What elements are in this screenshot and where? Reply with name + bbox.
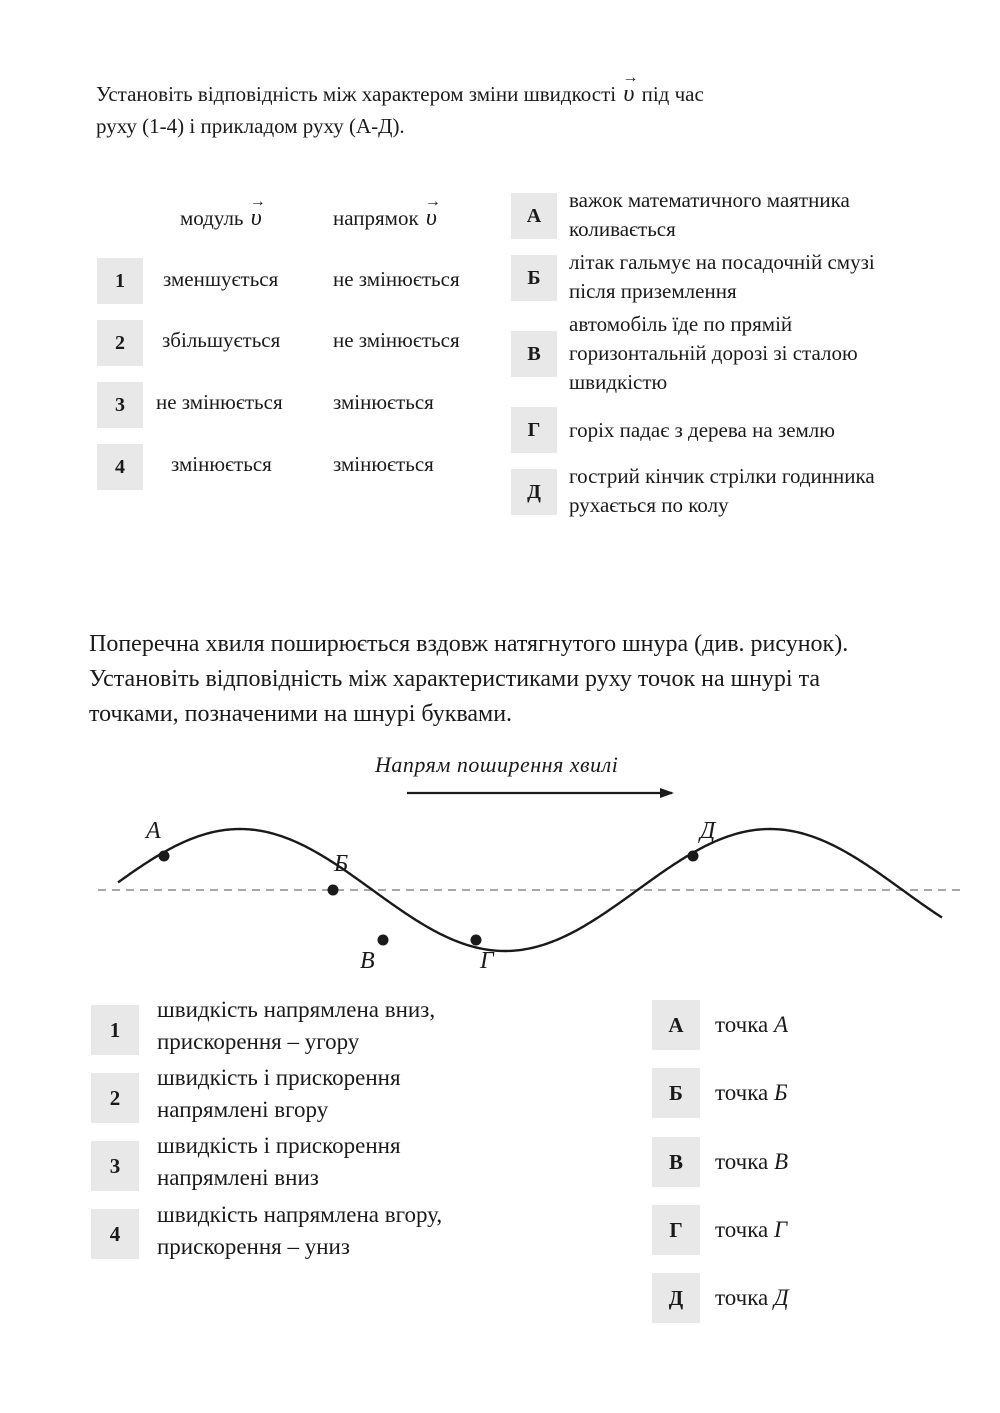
- q1-row-modulus: не змінюється: [156, 390, 283, 414]
- q2-answer-letter-box: Д: [652, 1273, 700, 1323]
- q2-answer-word: точка: [715, 1080, 769, 1105]
- q2-answer-word: точка: [715, 1285, 769, 1310]
- q2-answer-letter-box: Г: [652, 1205, 700, 1255]
- q2-answer-word: точка: [715, 1217, 769, 1242]
- q2-answer-text: [715, 1214, 787, 1246]
- q1-option-letter-box: Б: [511, 255, 557, 301]
- q2-answer-text: [715, 1009, 788, 1041]
- point-b-label: Б: [334, 851, 349, 877]
- q1-option-line: горизонтальній дорозі зі сталою: [569, 341, 858, 365]
- wave-direction-caption: Напрям поширення хвилі: [375, 752, 619, 777]
- q2-answer-point: Б: [774, 1080, 788, 1105]
- q2-answer-point: Д: [774, 1285, 789, 1310]
- q2-answer-text: [715, 1077, 788, 1109]
- point-b-dot: [328, 885, 339, 896]
- point-h-label: Г: [480, 948, 494, 974]
- q1-option-line: гострий кінчик стрілки годинника: [569, 464, 875, 488]
- q2-statement-line: прискорення – униз: [157, 1234, 350, 1259]
- q2-answer-text: [715, 1282, 789, 1314]
- q2-answer-word: точка: [715, 1149, 769, 1174]
- q1-row-number-box: 1: [97, 258, 143, 304]
- q2-statement-text: [157, 1130, 401, 1194]
- q1-row-number-box: 4: [97, 444, 143, 490]
- q1-row-direction: не змінюється: [333, 328, 460, 352]
- q2-intro-line1: Поперечна хвиля поширюється вздовж натягнутого шнура (див. рисунок).: [89, 631, 849, 657]
- q2-statement-text: [157, 1199, 442, 1263]
- col-header-direction-label: напрямок: [333, 206, 419, 230]
- point-d-dot: [688, 851, 699, 862]
- point-h-dot: [471, 935, 482, 946]
- q1-option-line: літак гальмує на посадочній смузі: [569, 250, 875, 274]
- q2-statement-number-box: 1: [91, 1005, 139, 1055]
- q1-option-line: важок математичного маятника: [569, 188, 850, 212]
- point-a-label: А: [146, 818, 161, 844]
- q1-row-number-box: 3: [97, 382, 143, 428]
- q1-intro-line1-before: Установіть відповідність між характером зміни швидкості: [96, 82, 617, 106]
- q2-statement-line: прискорення – угору: [157, 1029, 360, 1054]
- q1-option-letter-box: А: [511, 193, 557, 239]
- q2-answer-word: точка: [715, 1012, 769, 1037]
- q1-row-modulus: змінюється: [171, 452, 272, 476]
- velocity-vector-symbol: → υ: [621, 82, 636, 106]
- velocity-vector-symbol: → υ: [249, 206, 264, 230]
- q1-option-letter-box: Д: [511, 469, 557, 515]
- q2-answer-point: А: [774, 1012, 789, 1037]
- q1-row-modulus: зменшується: [163, 267, 279, 291]
- q1-option-letter-box: Г: [511, 407, 557, 453]
- point-v-dot: [378, 935, 389, 946]
- q2-statement-number-box: 4: [91, 1209, 139, 1259]
- q2-answer-text: [715, 1146, 788, 1178]
- q1-option-line: горіх падає з дерева на землю: [569, 418, 835, 442]
- q1-option-line: швидкістю: [569, 370, 668, 394]
- point-v-label: В: [360, 948, 375, 974]
- q1-option-letter-box: В: [511, 331, 557, 377]
- q2-statement-number-box: 2: [91, 1073, 139, 1123]
- q1-option-line: автомобіль їде по прямій: [569, 312, 793, 336]
- col-header-modulus-label: модуль: [180, 206, 244, 230]
- q2-statement-line: швидкість і прискорення: [157, 1065, 401, 1090]
- q1-row-direction: не змінюється: [333, 267, 460, 291]
- q1-row-direction: змінюється: [333, 390, 434, 414]
- q2-answer-point: В: [774, 1149, 789, 1174]
- q1-intro-line2: руху (1-4) і прикладом руху (А-Д).: [96, 114, 405, 138]
- q2-statement-line: напрямлені вгору: [157, 1097, 329, 1122]
- q1-intro-line1-after: під час: [641, 82, 704, 106]
- q2-statement-number-box: 3: [91, 1141, 139, 1191]
- q1-row-number-box: 2: [97, 320, 143, 366]
- velocity-vector-symbol: → υ: [424, 206, 439, 230]
- q2-statement-text: [157, 994, 435, 1058]
- q1-option-line: після приземлення: [569, 279, 737, 303]
- q2-statement-line: швидкість напрямлена вгору,: [157, 1202, 443, 1227]
- q2-intro-line3: точками, позначеними на шнурі буквами.: [89, 701, 513, 727]
- q1-option-line: коливається: [569, 217, 676, 241]
- q2-answer-letter-box: А: [652, 1000, 700, 1050]
- q1-row-modulus: збільшується: [162, 328, 281, 352]
- q2-answer-letter-box: В: [652, 1137, 700, 1187]
- q1-row-direction: змінюється: [333, 452, 434, 476]
- q2-intro-line2: Установіть відповідність між характеристиками руху точок на шнурі та: [89, 666, 821, 692]
- q2-answer-point: Г: [774, 1217, 788, 1242]
- q2-statement-text: [157, 1062, 401, 1126]
- point-d-label: Д: [700, 818, 716, 844]
- q2-answer-letter-box: Б: [652, 1068, 700, 1118]
- q1-option-line: рухається по колу: [569, 493, 729, 517]
- point-a-dot: [159, 851, 170, 862]
- q2-statement-line: швидкість і прискорення: [157, 1133, 401, 1158]
- q2-statement-line: напрямлені вниз: [157, 1165, 319, 1190]
- q2-statement-line: швидкість напрямлена вниз,: [157, 997, 436, 1022]
